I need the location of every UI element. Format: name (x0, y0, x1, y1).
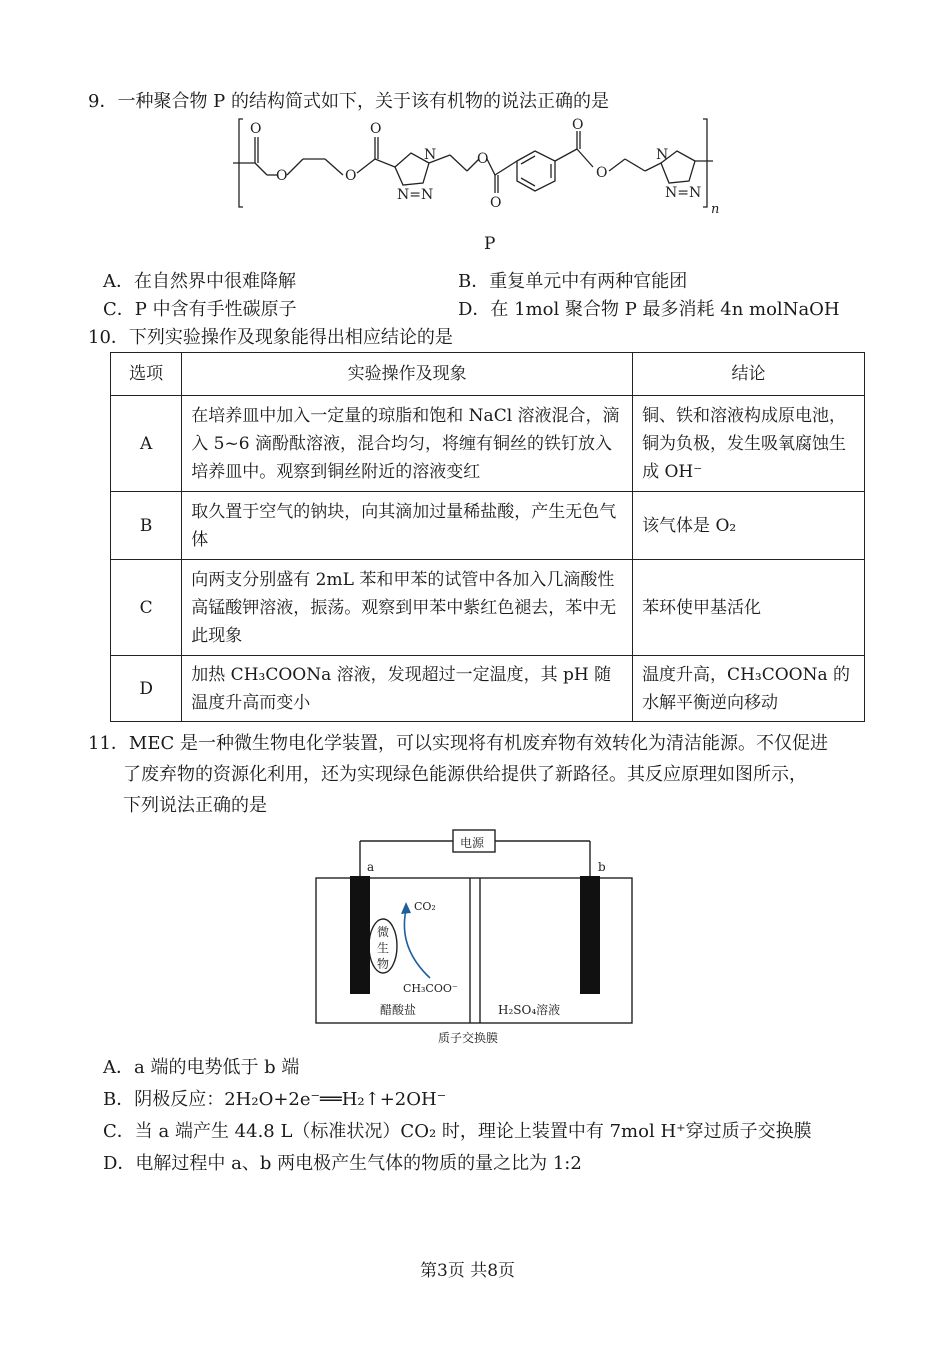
experiment-table (110, 352, 865, 722)
row-option: C (111, 560, 182, 656)
co2-label: CO₂ (414, 900, 436, 913)
table-row (111, 560, 865, 656)
row-option: A (111, 396, 182, 492)
q11-stem-line2: 了废弃物的资源化利用，还为实现绿色能源供给提供了新路径。其反应原理如图所示， (123, 764, 807, 785)
co2-arrow (404, 910, 430, 978)
header-operation: 实验操作及现象 (182, 353, 633, 396)
q9-stem: 9．一种聚合物 P 的结构简式如下，关于该有机物的说法正确的是 (88, 91, 610, 112)
row-option: D (111, 656, 182, 722)
row-operation: 加热 CH₃COONa 溶液，发现超过一定温度，其 pH 随温度升高而变小 (182, 656, 633, 722)
atom-o: O (596, 165, 608, 181)
microbe-char-2: 生 (377, 941, 390, 955)
q11-option-b: B．阴极反应：2H₂O+2e⁻══H₂↑+2OH⁻ (103, 1089, 447, 1110)
atom-o: O (477, 151, 489, 167)
q9-option-a: A．在自然界中很难降解 (103, 271, 296, 292)
atom-o: O (370, 121, 382, 137)
atom-nn: N=N (665, 185, 702, 201)
atom-o: O (572, 117, 584, 133)
terminal-b-label: b (598, 860, 606, 874)
row-conclusion: 苯环使甲基活化 (633, 560, 865, 656)
electrode-a (350, 876, 370, 994)
atom-o: O (250, 121, 262, 137)
membrane-label: 质子交换膜 (438, 1031, 499, 1045)
row-option: B (111, 492, 182, 560)
row-conclusion: 该气体是 O₂ (633, 492, 865, 560)
q9-option-d: D．在 1mol 聚合物 P 最多消耗 4n molNaOH (458, 299, 840, 320)
mec-diagram (310, 828, 640, 1053)
q9-option-b: B．重复单元中有两种官能团 (458, 271, 688, 292)
polymer-structure (225, 115, 725, 225)
acetate-ion-label: CH₃COO⁻ (403, 982, 458, 995)
q11-stem-line1: 11．MEC 是一种微生物电化学装置，可以实现将有机废弃物有效转化为清洁能源。不仅促进 (88, 733, 828, 754)
q11-option-c: C．当 a 端产生 44.8 L（标准状况）CO₂ 时，理论上装置中有 7mol H⁺穿过质子交换膜 (103, 1121, 812, 1142)
left-solution-label: 醋酸盐 (380, 1003, 417, 1017)
table-header-row (111, 353, 865, 396)
atom-n: N (424, 147, 437, 163)
repeat-n: n (711, 202, 720, 217)
q11-option-d: D．电解过程中 a、b 两电极产生气体的物质的量之比为 1:2 (103, 1153, 582, 1174)
row-operation: 取久置于空气的钠块，向其滴加过量稀盐酸，产生无色气体 (182, 492, 633, 560)
atom-o: O (276, 168, 288, 184)
right-solution-label: H₂SO₄溶液 (498, 1003, 561, 1017)
header-conclusion: 结论 (633, 353, 865, 396)
structure-label: P (484, 234, 496, 254)
power-label: 电源 (460, 836, 485, 850)
row-conclusion: 温度升高，CH₃COONa 的水解平衡逆向移动 (633, 656, 865, 722)
q11-stem-line3: 下列说法正确的是 (123, 795, 267, 816)
atom-nn: N=N (397, 187, 434, 203)
table-row (111, 492, 865, 560)
microbe-char-3: 物 (377, 957, 390, 971)
microbe-char-1: 微 (377, 925, 390, 939)
table-row (111, 396, 865, 492)
atom-n: N (656, 147, 669, 163)
table-row (111, 656, 865, 722)
arrow-head-icon (401, 902, 411, 914)
header-option: 选项 (111, 353, 182, 396)
row-operation: 在培养皿中加入一定量的琼脂和饱和 NaCl 溶液混合，滴入 5~6 滴酚酞溶液，混合均匀，将缠有铜丝的铁钉放入培养皿中。观察到铜丝附近的溶液变红 (182, 396, 633, 492)
atom-o: O (490, 195, 502, 211)
q10-stem: 10．下列实验操作及现象能得出相应结论的是 (88, 327, 453, 348)
page-footer: 第3页 共8页 (420, 1261, 516, 1281)
terminal-a-label: a (367, 860, 375, 874)
row-conclusion: 铜、铁和溶液构成原电池，铜为负极，发生吸氧腐蚀生成 OH⁻ (633, 396, 865, 492)
atom-o: O (345, 168, 357, 184)
electrode-b (580, 876, 600, 994)
q11-option-a: A．a 端的电势低于 b 端 (103, 1057, 300, 1078)
q9-option-c: C．P 中含有手性碳原子 (103, 299, 297, 320)
row-operation: 向两支分别盛有 2mL 苯和甲苯的试管中各加入几滴酸性高锰酸钾溶液，振荡。观察到甲苯中紫红色褪去，苯中无此现象 (182, 560, 633, 656)
